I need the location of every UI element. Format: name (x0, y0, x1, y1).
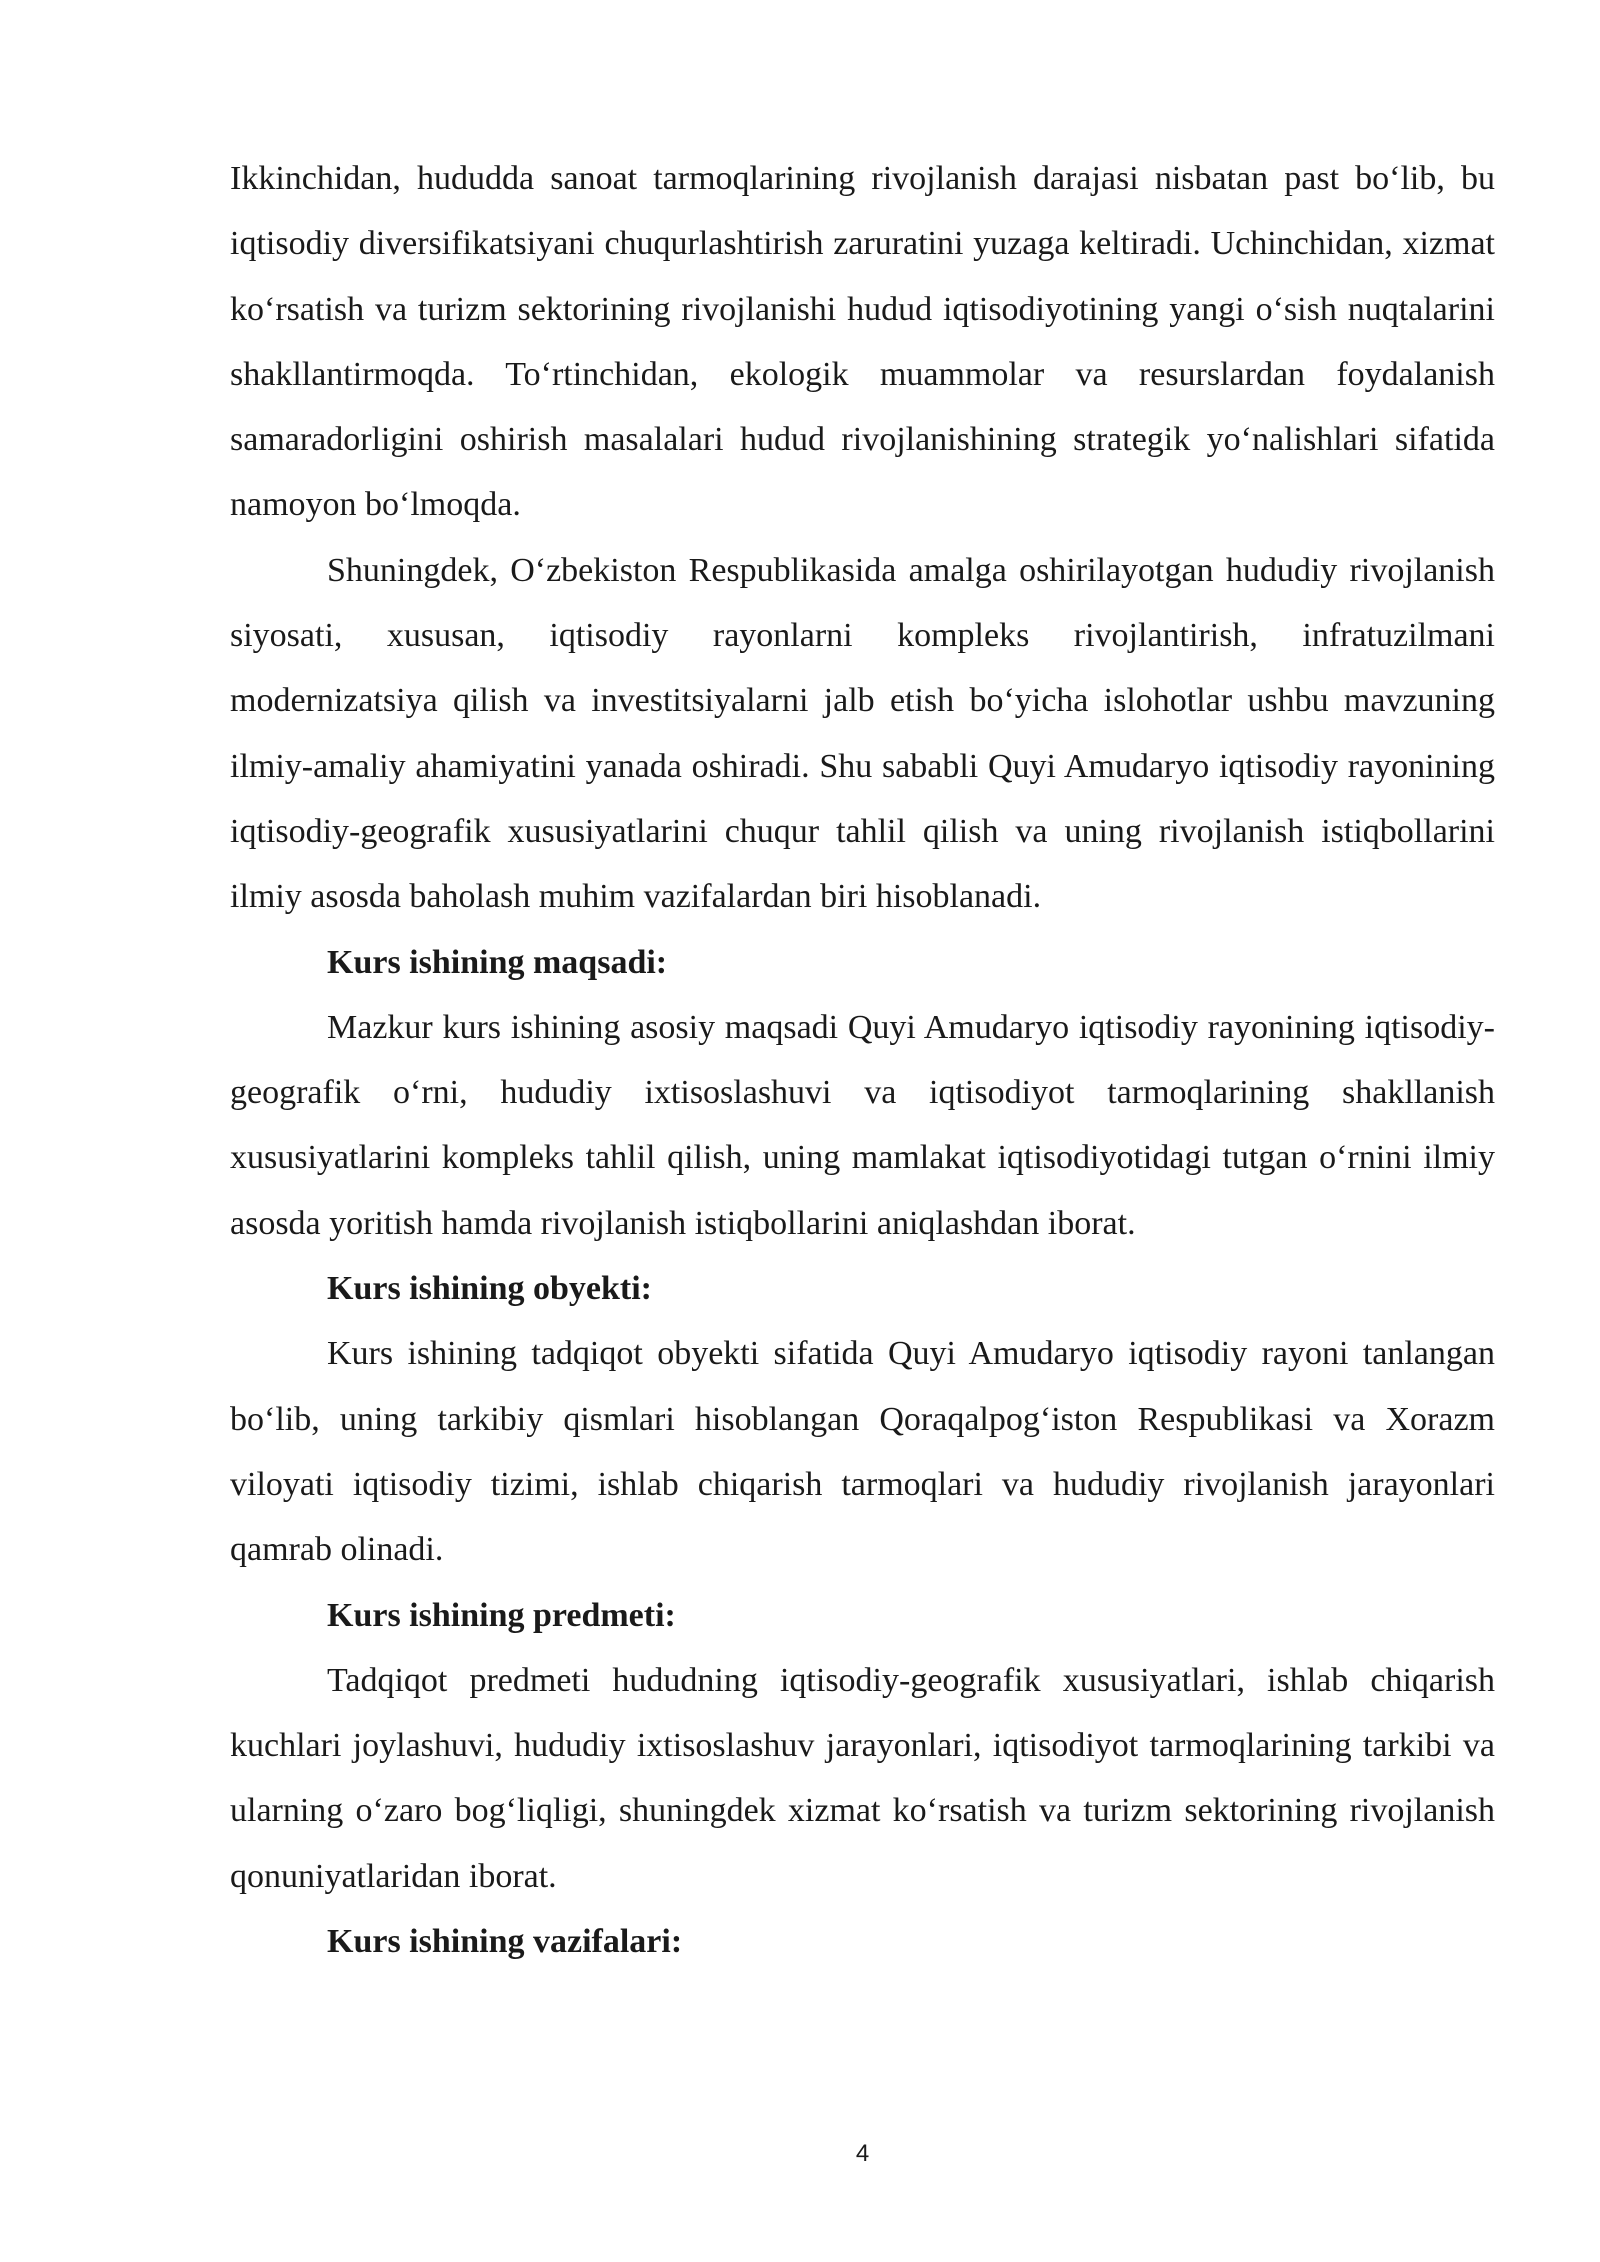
section-heading-maqsadi: Kurs ishining maqsadi: (327, 943, 668, 981)
section-heading-predmeti: Kurs ishining predmeti: (327, 1596, 676, 1634)
section-heading-vazifalari: Kurs ishining vazifalari: (327, 1923, 683, 1961)
paragraph-shuningdek: Shuningdek, O‘zbekiston Respublikasida amalga oshirilayotgan hududiy rivojlanish siyosati, xususan, iqtisodiy rayonlarni kompleks rivojlantirish, infratuzilmani modernizatsiya qilish va investitsiyalarni jalb etish bo‘yicha islohotlar ushbu mavzuning ilmiy-amaliy ahamiyatini yanada oshiradi. Shu sababli Quyi Amudaryo iqtisodiy rayonining iqtisodiy-geografik xususiyatlarini chuqur tahlil qilish va uning rivojlanish istiqbollarini ilmiy asosda baholash muhim vazifalardan biri hisoblanadi. (230, 551, 1495, 916)
section-body-maqsadi: Mazkur kurs ishining asosiy maqsadi Quyi Amudaryo iqtisodiy rayonining iqtisodiy-geografik o‘rni, hududiy ixtisoslashuvi va iqtisodiyot tarmoqlarining shakllanish xususiyatlarini kompleks tahlil qilish, uning mamlakat iqtisodiyotidagi tutgan o‘rnini ilmiy asosda yoritish hamda rivojlanish istiqbollarini aniqlashdan iborat. (230, 1008, 1495, 1242)
section-heading-obyekti: Kurs ishining obyekti: (327, 1270, 652, 1308)
document-page (230, 146, 1495, 1974)
page-number: 4 (855, 2140, 870, 2167)
section-body-predmeti: Tadqiqot predmeti hududning iqtisodiy-geografik xususiyatlari, ishlab chiqarish kuchlari joylashuvi, hududiy ixtisoslashuv jarayonlari, iqtisodiyot tarmoqlarining tarkibi va ularning o‘zaro bog‘liqligi, shuningdek xizmat ko‘rsatish va turizm sektorining rivojlanish qonuniyatlaridan iborat. (230, 1661, 1495, 1895)
section-body-obyekti: Kurs ishining tadqiqot obyekti sifatida Quyi Amudaryo iqtisodiy rayoni tanlangan bo‘lib, uning tarkibiy qismlari hisoblangan Qoraqalpog‘iston Respublikasi va Xorazm viloyati iqtisodiy tizimi, ishlab chiqarish tarmoqlari va hududiy rivojlanish jarayonlari qamrab olinadi. (230, 1335, 1495, 1569)
paragraph-intro-continued: Ikkinchidan, hududda sanoat tarmoqlarining rivojlanish darajasi nisbatan past bo‘lib, bu iqtisodiy diversifikatsiyani chuqurlashtirish zaruratini yuzaga keltiradi. Uchinchidan, xizmat ko‘rsatish va turizm sektorining rivojlanishi hudud iqtisodiyotining yangi o‘sish nuqtalarini shakllantirmoqda. To‘rtinchidan, ekologik muammolar va resurslardan foydalanish samaradorligini oshirish masalalari hudud rivojlanishining strategik yo‘nalishlari sifatida namoyon bo‘lmoqda. (230, 160, 1495, 524)
